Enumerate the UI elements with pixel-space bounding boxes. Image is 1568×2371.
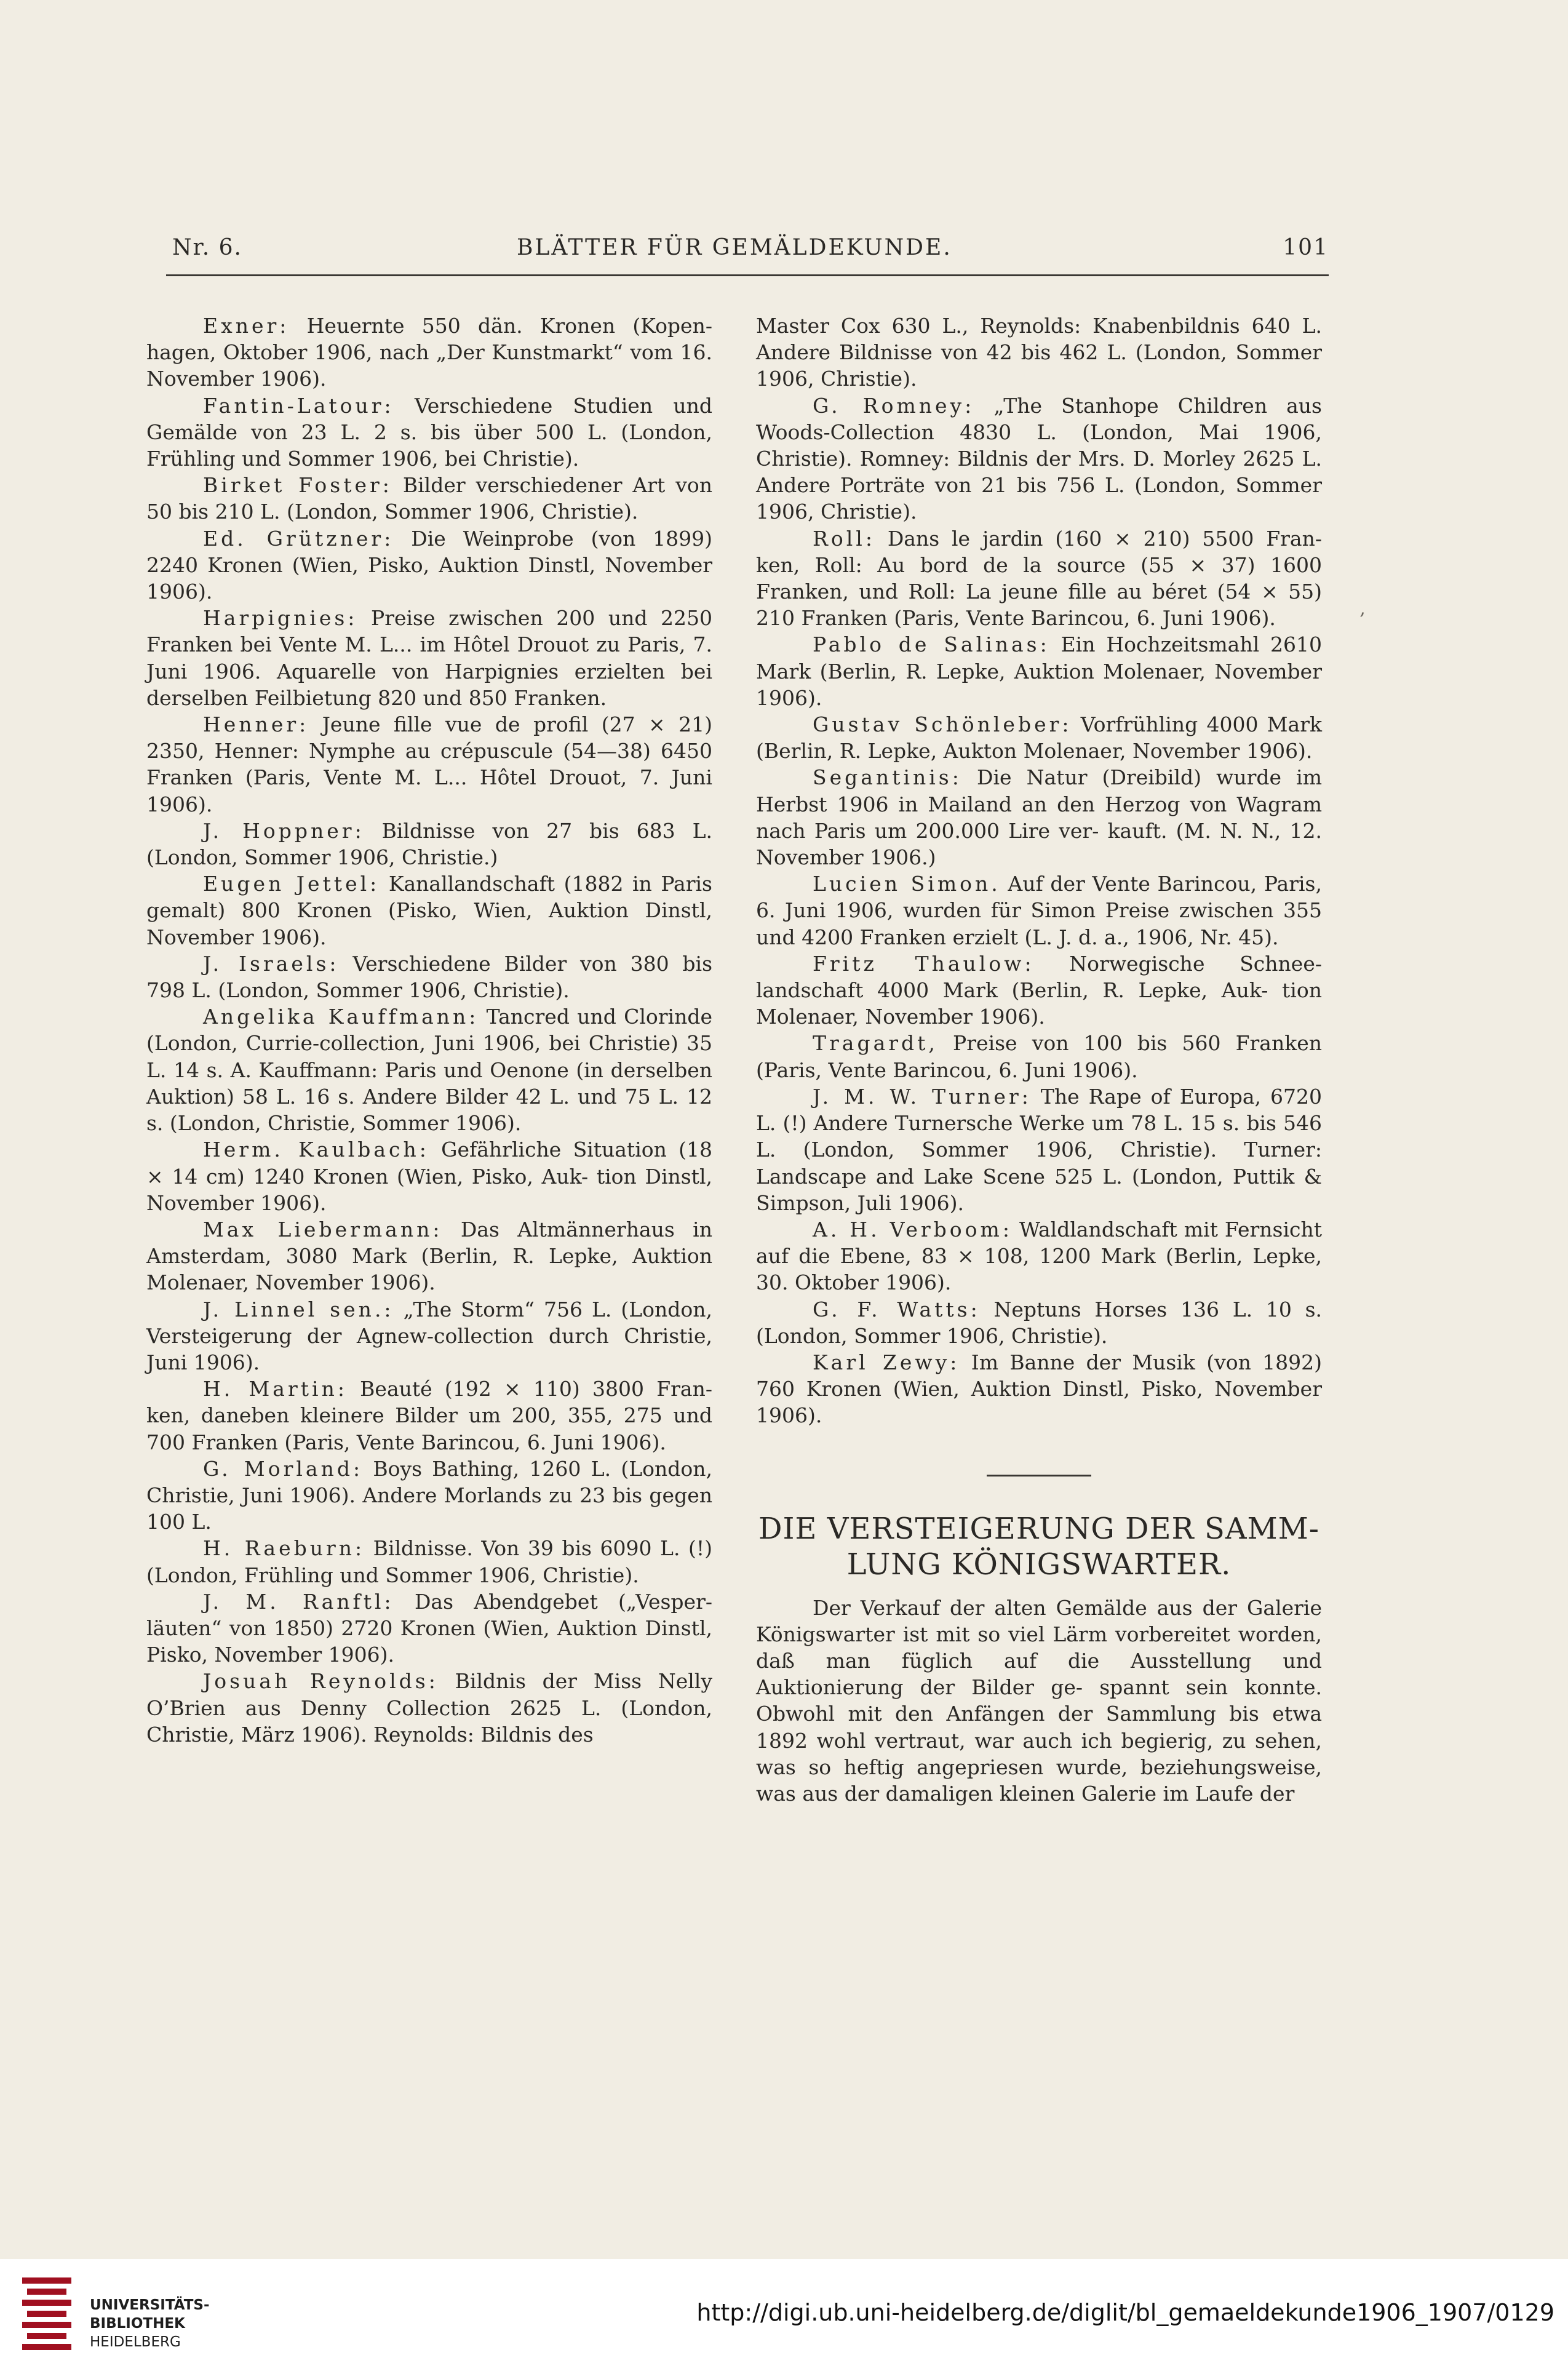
artist-name: J. Hoppner: [203,818,365,843]
artist-name: Pablo de Salinas: [813,632,1050,657]
logo-bar [22,2277,71,2284]
auction-entry [756,871,1322,950]
entry-text: Die Natur (Dreibild) wurde im Herbst 1906 in Mailand an den Herzog von Wagram nach Paris um 200.000 Lire ver- kauft. (M. N. N., 12. November 1906.) [756,765,1322,870]
running-header [172,235,1329,269]
logo-bar [27,2333,66,2339]
source-url[interactable]: http://digi.ub.uni-heidelberg.de/diglit/bl_gemaeldekunde1906_1907/0129 [696,2299,1554,2326]
library-name-line-2: BIBLIOTHEK [90,2316,185,2332]
artist-name: Herm. Kaulbach: [203,1138,429,1162]
entry-text: Waldlandschaft mit Fernsicht auf die Ebene, 83 × 108, 1200 Mark (Berlin, Lepke, 30. Oktober 1906). [756,1217,1322,1295]
auction-entry [756,1030,1322,1083]
auction-entry [146,950,712,1003]
artist-name: Max Liebermann: [203,1217,443,1241]
artist-name: J. Linnel sen.: [203,1297,394,1321]
entry-text: Bildnisse. Von 39 bis 6090 L. (!) (London, Frühling und Sommer 1906, Christie). [146,1536,712,1587]
artist-name: Exner: [203,314,290,338]
left-column [146,313,712,1748]
artist-name: Segantinis: [813,765,962,790]
entry-text: Bildnis der Miss Nelly O’Brien aus Denny Collection 2625 L. (London, Christie, März 1906). Reynolds: Bildnis des [146,1669,713,1747]
artist-name: Ed. Grützner: [203,526,394,551]
page-number: 101 [1283,235,1329,260]
artist-name: Gustav Schönleber: [813,712,1072,737]
auction-entry [756,711,1322,764]
auction-entry [756,764,1322,871]
entry-text: Vorfrühling 4000 Mark (Berlin, R. Lepke, Aukton Molenaer, November 1906). [756,712,1322,763]
header-rule [166,274,1329,276]
logo-bar [22,2300,71,2306]
entry-text: Jeune fille vue de profil (27 × 21) 2350, Henner: Nymphe au crépuscule (54—38) 6450 Franken (Paris, Vente M. L... Hôtel Drouot, 7. Juni 1906). [146,712,712,816]
article-title-line-2: LUNG KÖNIGSWARTER. [846,1547,1232,1582]
auction-entry [146,1003,712,1136]
artist-name: Roll: [813,526,875,551]
auction-entry [756,525,1322,632]
entry-text: Im Banne der Musik (von 1892) 760 Kronen (Wien, Auktion Dinstl, Pisko, November 1906). [756,1350,1322,1428]
entry-text: Master Cox 630 L., Reynolds: Knabenbildnis 640 L. Andere Bildnisse von 42 bis 462 L. (London, Sommer 1906, Christie). [756,314,1322,391]
issue-number: Nr. 6. [172,235,242,260]
auction-entry [146,1668,712,1748]
auction-entry [146,818,712,871]
entry-text: Die Weinprobe (von 1899) 2240 Kronen (Wien, Pisko, Auktion Dinstl, November 1906). [146,526,712,604]
artist-name: Lucien Simon. [813,872,1001,896]
artist-name: G. Romney: [813,393,975,418]
right-column-entries [756,313,1322,1429]
entry-text: „The Storm“ 756 L. (London, Versteigerung der Agnew-collection durch Christie, Juni 1906). [146,1297,713,1374]
right-column [756,313,1322,1807]
footer-bar [0,2259,1568,2371]
auction-entry [146,393,712,472]
auction-entry [756,631,1322,711]
artist-name: Henner: [203,712,309,737]
entry-text: Das Altmännerhaus in Amsterdam, 3080 Mark (Berlin, R. Lepke, Auktion Molenaer, November 1906). [146,1217,712,1295]
artist-name: A. H. Verboom: [813,1217,1013,1241]
auction-entry [146,711,712,818]
auction-entry [146,605,712,711]
library-name-line-1: UNIVERSITÄTS- [90,2297,210,2313]
auction-entry [756,1349,1322,1429]
entry-text: Das Abendgebet („Vesper- läuten“ von 1850) 2720 Kronen (Wien, Auktion Dinstl, Pisko, November 1906). [146,1589,712,1667]
logo-bar [22,2322,71,2328]
auction-entry [146,1588,712,1668]
article-title-line-1: DIE VERSTEIGERUNG DER SAMM- [758,1511,1320,1546]
auction-entry [756,950,1322,1030]
artist-name: G. F. Watts: [813,1297,981,1321]
auction-entry [146,1456,712,1536]
university-library-logo-icon [18,2273,75,2359]
artist-name: Karl Zewy: [813,1350,960,1374]
entry-text: Dans le jardin (160 × 210) 5500 Fran- ken, Roll: Au bord de la source (55 × 37) 1600 Franken, und Roll: La jeune fille au béret (54 × 55) 210 Franken (Paris, Vente Barincou, 6. Juni 1906). [756,526,1322,631]
artist-name: Tragardt, [813,1031,938,1056]
auction-entry [146,1535,712,1588]
auction-entry [756,1083,1322,1216]
entry-text: Verschiedene Studien und Gemälde von 23 L. 2 s. bis über 500 L. (London, Frühling und Sommer 1906, bei Christie). [146,393,712,471]
margin-mark: ‚ [1359,598,1366,620]
entry-text: Gefährliche Situation (18 × 14 cm) 1240 Kronen (Wien, Pisko, Auk- tion Dinstl, November 1906). [146,1138,712,1215]
artist-name: Harpignies: [203,606,358,631]
library-name [90,2296,210,2351]
entry-text: Beauté (192 × 110) 3800 Fran- ken, daneben kleinere Bilder um 200, 355, 275 und 700 Franken (Paris, Vente Barincou, 6. Juni 1906). [146,1377,712,1454]
auction-entry [756,393,1322,525]
entry-text: Tancred und Clorinde (London, Currie-collection, Juni 1906, bei Christie) 35 L. 14 s. A. Kauffmann: Paris und Oenone (in derselben Auktion) 58 L. 16 s. Andere Bilder 42 L. und 75 L. 12 s. (London, Christie, Sommer 1906). [146,1005,713,1136]
artist-name: G. Morland: [203,1456,364,1481]
artist-name: H. Raeburn: [203,1536,365,1561]
entry-text: Kanallandschaft (1882 in Paris gemalt) 800 Kronen (Pisko, Wien, Auktion Dinstl, November 1906). [146,872,712,949]
entry-text: Neptuns Horses 136 L. 10 s. (London, Sommer 1906, Christie). [756,1297,1322,1348]
auction-entry [756,1216,1322,1296]
auction-entry [146,472,712,525]
auction-entry [146,1136,712,1216]
entry-text: Bildnisse von 27 bis 683 L. (London, Sommer 1906, Christie.) [146,818,712,870]
entry-text: The Rape of Europa, 6720 L. (!) Andere Turnersche Werke um 78 L. 15 s. bis 546 L. (London, Sommer 1906, Christie). Turner: Landscape and Lake Scene 525 L. (London, Puttik & Simpson, Juli 1906). [756,1084,1322,1215]
logo-bar [27,2311,66,2317]
entry-text: Verschiedene Bilder von 380 bis 798 L. (London, Sommer 1906, Christie). [146,951,713,1003]
artist-name: J. Israels: [203,951,340,976]
artist-name: H. Martin: [203,1377,348,1401]
artist-name: Fritz Thaulow: [813,951,1035,976]
auction-entry [756,1296,1322,1349]
auction-entry [146,525,712,605]
entry-text: Auf der Vente Barincou, Paris, 6. Juni 1906, wurden für Simon Preise zwischen 355 und 4200 Franken erzielt (L. J. d. a., 1906, Nr. 45). [756,872,1322,949]
section-divider [987,1475,1091,1476]
logo-bar [27,2289,66,2295]
auction-entry [146,1376,712,1456]
artist-name: Fantin-Latour: [203,393,394,418]
auction-entry [146,1296,712,1376]
journal-title: BLÄTTER FÜR GEMÄLDEKUNDE. [517,235,952,260]
entry-text: „The Stanhope Children aus Woods-Collection 4830 L. (London, Mai 1906, Christie). Romney: Bildnis der Mrs. D. Morley 2625 L. Andere Porträte von 21 bis 756 L. (London, Sommer 1906, Christie). [756,393,1322,524]
auction-entry [146,313,712,393]
artist-name: Birket Foster: [203,473,392,498]
entry-text: Ein Hochzeitsmahl 2610 Mark (Berlin, R. Lepke, Auktion Molenaer, November 1906). [756,632,1322,710]
entry-text: Boys Bathing, 1260 L. (London, Christie, Juni 1906). Andere Morlands zu 23 bis gegen 100 L. [146,1456,712,1534]
auction-entry [146,871,712,950]
auction-entry [146,1216,712,1296]
artist-name: Eugen Jettel: [203,872,380,896]
entry-text: Preise von 100 bis 560 Franken (Paris, Vente Barincou, 6. Juni 1906). [756,1031,1322,1082]
logo-bar [22,2344,71,2350]
entry-text: Bilder verschiedener Art von 50 bis 210 L. (London, Sommer 1906, Christie). [146,473,712,524]
library-name-line-3: HEIDELBERG [90,2334,181,2350]
entry-text: Heuernte 550 dän. Kronen (Kopen- hagen, Oktober 1906, nach „Der Kunstmarkt“ vom 16. November 1906). [146,314,712,391]
article-body: Der Verkauf der alten Gemälde aus der Galerie Königswarter ist mit so viel Lärm vorbereitet worden, daß man füglich auf die Ausstellung und Auktionierung der Bilder ge- spannt sein konnte. Obwohl mit den Anfängen der Sammlung bis etwa 1892 wohl vertraut, war auch ich begierig, zu sehen, was so heftig angepriesen wurde, beziehungsweise, was aus der damaligen kleinen Galerie im Laufe der [756,1595,1322,1806]
entry-text: Preise zwischen 200 und 2250 Franken bei Vente M. L... im Hôtel Drouot zu Paris, 7. Juni 1906. Aquarelle von Harpignies erzielten bei derselben Feilbietung 820 und 850 Franken. [146,606,712,710]
article-title [756,1511,1322,1582]
auction-entry [756,313,1322,393]
artist-name: J. M. W. Turner: [813,1084,1032,1109]
artist-name: Josuah Reynolds: [203,1669,439,1694]
artist-name: J. M. Ranftl: [203,1589,394,1614]
artist-name: Angelika Kauffmann: [203,1005,479,1029]
entry-text: Norwegische Schnee- landschaft 4000 Mark (Berlin, R. Lepke, Auk- tion Molenaer, November 1906). [756,951,1322,1029]
